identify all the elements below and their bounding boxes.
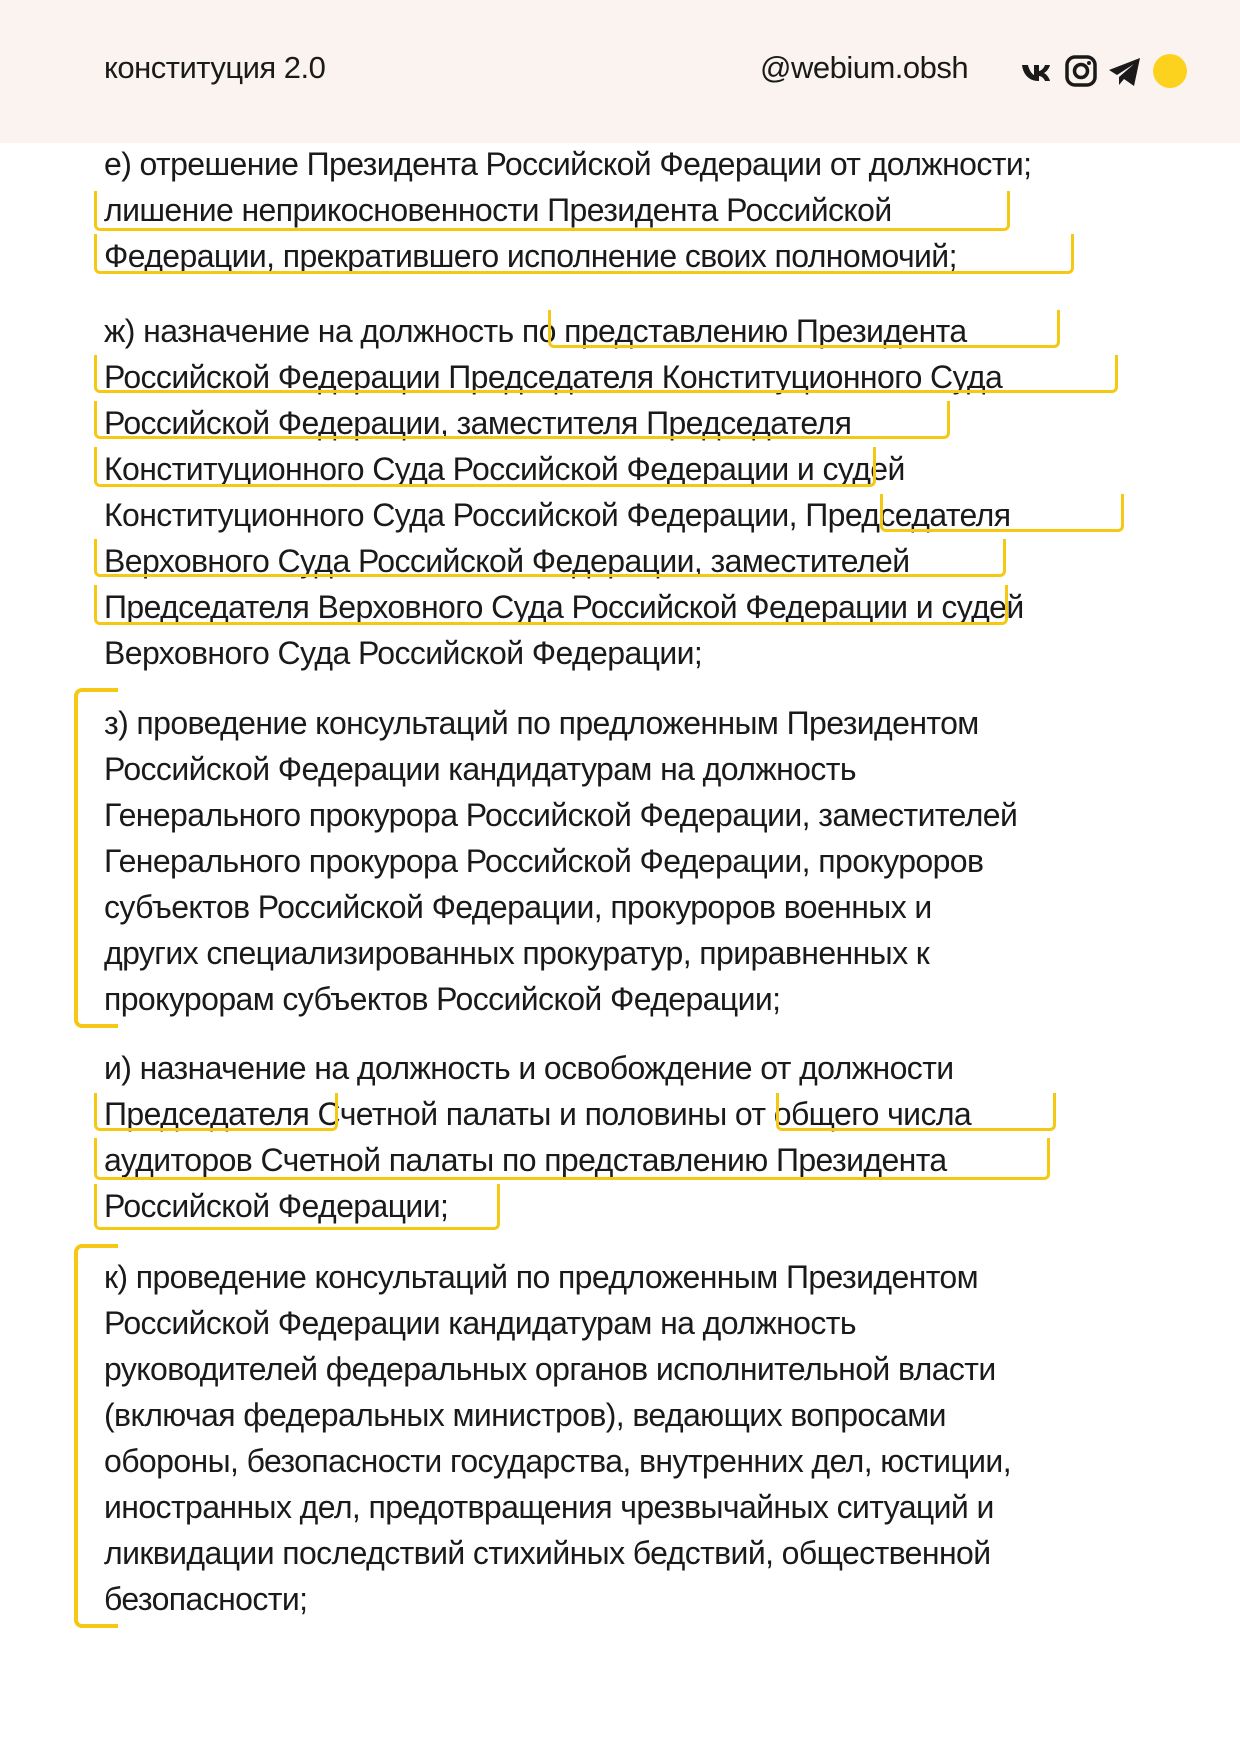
text-line: безопасности; [104,1581,308,1617]
account-handle[interactable]: @webium.obsh [760,50,969,85]
highlight-frame [880,494,1124,532]
highlighted-text: Председателя Верховного Суда Российской Федерации [104,589,908,625]
text-segment: Конституционного Суда Российской Федерации, [104,497,806,533]
text-line: Генерального прокурора Российской Федерации, заместителей [104,797,1018,833]
highlight-frame [94,447,876,487]
text-line: Генерального прокурора Российской Федерации, прокуроров [104,843,984,879]
paragraph-bracket [74,1244,118,1628]
text-line: (включая федеральных министров), ведающих вопросами [104,1397,946,1433]
highlight-frame [548,310,1060,348]
paragraph-bracket [74,688,118,1028]
highlight-frame [94,539,1006,577]
text-line: Верховного Суда Российской Федерации, заместителей [104,543,910,579]
text-line: прокурорам субъектов Российской Федерации; [104,981,781,1017]
text-line [104,492,1010,538]
text-line: Российской Федерации кандидатурам на должность [104,1305,856,1341]
highlight-frame [94,401,950,439]
text-line: субъектов Российской Федерации, прокуроров военных и [104,889,932,925]
highlighted-text: от общего числа [734,1096,972,1132]
text-line: з) проведение консультаций по предложенным Президентом [104,705,979,741]
text-line: ликвидации последствий стихийных бедствий, общественной [104,1535,991,1571]
brand-title: конституция 2.0 [104,50,326,85]
text-line: Российской Федерации; [104,1188,449,1224]
text-line: Верховного Суда Российской Федерации; [104,635,703,671]
highlight-frame [94,191,1010,231]
text-segment: и судей [788,451,905,487]
text-line: Федерации, прекратившего исполнение своих полномочий; [104,238,957,274]
highlighted-text: Председателя [104,1096,310,1132]
text-line: руководителей федеральных органов исполнительной власти [104,1351,996,1387]
highlight-frame [94,1093,338,1131]
text-line: к) проведение консультаций по предложенным Президентом [104,1259,979,1295]
text-line: Российской Федерации кандидатурам на должность [104,751,856,787]
text-segment: ж) назначение на должность [104,313,522,349]
text-line: Российской Федерации, заместителя Председателя [104,405,852,441]
highlighted-text: Конституционного Суда Российской Федерации [104,451,789,487]
text-line: других специализированных прокуратур, приравненных к [104,935,930,971]
text-segment: Счетной палаты и половины [309,1096,735,1132]
text-line: лишение неприкосновенности Президента Российской [104,192,892,228]
text-line: обороны, безопасности государства, внутренних дел, юстиции, [104,1443,1011,1479]
highlighted-text: по представлению Президента [521,313,967,349]
highlight-frame [94,355,1118,393]
highlight-frame [94,234,1074,274]
text-line: аудиторов Счетной палаты по представлению Президента [104,1142,947,1178]
highlighted-text: Председателя [805,497,1011,533]
highlight-frame [94,1184,500,1230]
text-line: е) отрешение Президента Российской Федерации от должности; [104,146,1032,182]
highlight-frame [776,1093,1056,1131]
text-line: иностранных дел, предотвращения чрезвычайных ситуаций и [104,1489,994,1525]
text-line: Российской Федерации Председателя Конституционного Суда [104,359,1003,395]
highlight-frame [94,1138,1050,1180]
text-line: и) назначение на должность и освобождение от должности [104,1050,954,1086]
highlight-frame [94,585,1008,625]
text-segment: и судей [907,589,1024,625]
